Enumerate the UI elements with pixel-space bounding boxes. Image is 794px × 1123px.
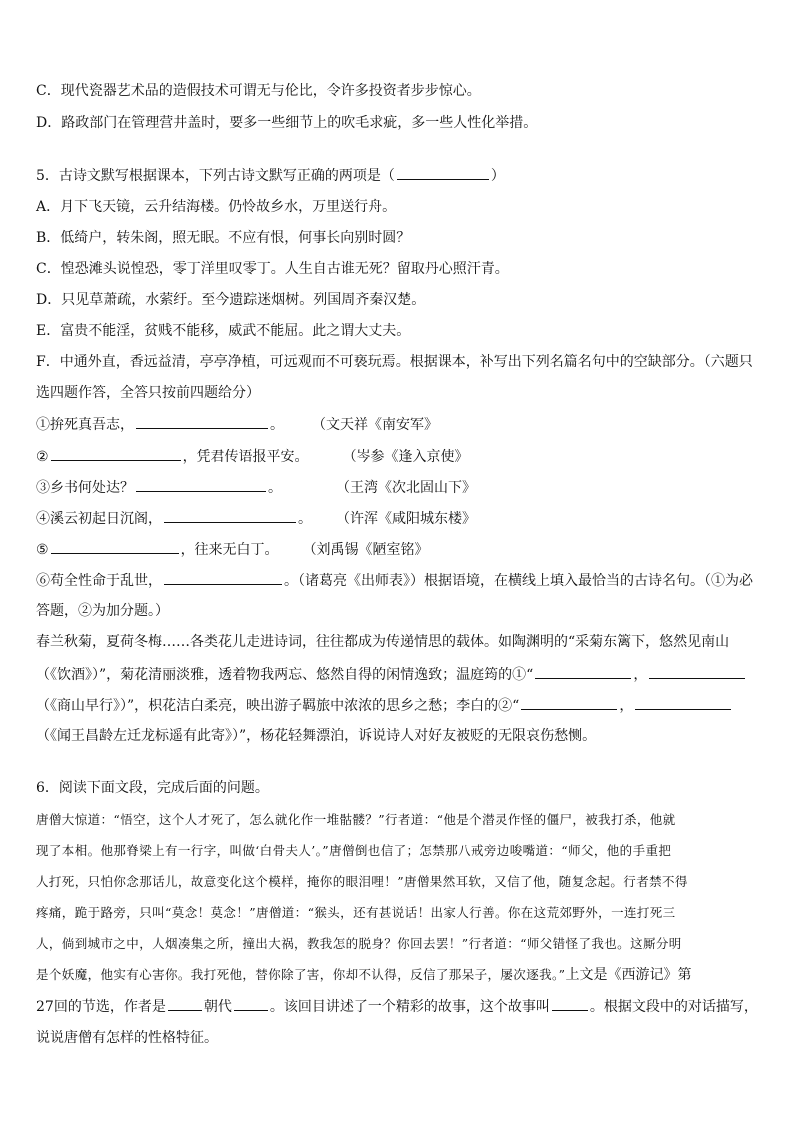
q6-text: 。根据文段中的对话描写， xyxy=(589,999,758,1015)
q5-stem-close: ） xyxy=(490,168,505,184)
answer-blank[interactable] xyxy=(136,477,266,492)
q6-text: 27回的节选，作者是 xyxy=(36,999,166,1015)
fill-text-before: ④溪云初起日沉阁， xyxy=(36,511,162,527)
q5-option-a: A．月下飞天镜，云升结海楼。仍怜故乡水，万里送行舟。 xyxy=(36,199,397,215)
q4-option-c: C．现代瓷器艺术品的造假技术可谓无与伦比，令许多投资者步步惊心。 xyxy=(36,83,481,99)
fill-text-after: 。 xyxy=(298,511,312,527)
fill-text-after: 。 xyxy=(268,480,282,496)
q5-stem xyxy=(36,165,766,186)
q5-option-c: C．惶恐滩头说惶恐，零丁洋里叹零丁。人生自古谁无死？留取丹心照汗青。 xyxy=(36,261,509,277)
answer-blank[interactable] xyxy=(234,996,268,1011)
flowers-line1: 春兰秋菊，夏荷冬梅……各类花儿走进诗词，往往都成为传递情思的载体。如陶渊明的“采菊东篱下，悠然见南山 xyxy=(36,634,730,650)
fill-item-1 xyxy=(36,414,766,435)
fill-item-5 xyxy=(36,539,766,560)
fill-source: （岑参《逢入京使》 xyxy=(342,449,469,465)
flowers-line2 xyxy=(36,664,766,685)
fill-text-before: ② xyxy=(36,449,49,465)
fill-source: （王湾《次北固山下》 xyxy=(336,480,476,496)
answer-blank[interactable] xyxy=(164,570,282,585)
fill-item-4 xyxy=(36,508,766,529)
passage-line: 唐僧大惊道：“悟空，这个人才死了，怎么就化作一堆骷髅？”行者道：“他是个潜灵作怪的僵尸，被我打杀，他就 xyxy=(36,812,676,827)
answer-blank[interactable] xyxy=(164,508,296,523)
q5-option-d: D．只见草萧疏，水萦纡。至今遗踪迷烟树。列国周齐秦汉楚。 xyxy=(36,292,426,308)
passage-line-last xyxy=(36,965,766,985)
answer-blank[interactable] xyxy=(635,695,731,710)
q5-option-e: E．富贵不能淫，贫贱不能移，威武不能屈。此之谓大丈夫。 xyxy=(36,323,411,339)
answer-blank[interactable] xyxy=(649,664,745,679)
answer-blank[interactable] xyxy=(51,446,181,461)
q5-option-f-line1: F．中通外直，香远益清，亭亭净植，可远观而不可亵玩焉。根据课本，补写出下列名篇名句中的空缺部分。（六题只 xyxy=(36,354,753,370)
q5-stem-text: 5．古诗文默写根据课本，下列古诗文默写正确的两项是（ xyxy=(36,168,395,184)
fill-source: （文天祥《南安军》 xyxy=(312,417,438,433)
q5-option-b: B．低绮户，转朱阁，照无眠。不应有恨，何事长向别时圆？ xyxy=(36,230,411,246)
flowers-line3 xyxy=(36,695,766,716)
answer-blank[interactable] xyxy=(397,165,489,180)
passage-line: 现了本相。他那脊梁上有一行字，叫做‘白骨夫人’。”唐僧倒也信了；怎禁那八戒旁边唆嘴道：“师父，他的手重把 xyxy=(36,843,672,858)
q6-question-line1 xyxy=(36,996,766,1017)
flowers-line4: （《闻王昌龄左迁龙标遥有此寄》）”，杨花轻舞漂泊，诉说诗人对好友被贬的无限哀伤愁恻。 xyxy=(36,728,597,744)
fill-item-6 xyxy=(36,570,766,591)
passage-line: 人打死，只怕你念那话儿，故意变化这个模样，掩你的眼泪哩！”唐僧果然耳软，又信了他，随复念起。行者禁不得 xyxy=(36,874,688,889)
q6-question-line2: 说说唐僧有怎样的性格特征。 xyxy=(36,1030,218,1046)
passage-line: 人，倘到城市之中，人烟凑集之所，撞出大祸，教我怎的脱身？你回去罢！”行者道：“师父错怪了我也。这厮分明 xyxy=(36,936,682,951)
fill-text-after: ，往来无白丁。 xyxy=(180,542,279,558)
q6-title: 6．阅读下面文段，完成后面的问题。 xyxy=(36,780,269,796)
q4-option-d: D．路政部门在管理营井盖时，要多一些细节上的吹毛求疵，多一些人性化举措。 xyxy=(36,115,538,131)
fill-item-3 xyxy=(36,477,766,498)
flowers-text: （《商山早行》）”，枳花洁白柔亮，映出游子羁旅中浓浓的思乡之愁；李白的②“ xyxy=(36,698,520,714)
answer-blank[interactable] xyxy=(521,695,617,710)
fill-item-6-line2: 答题，②为加分题。） xyxy=(36,603,169,619)
answer-blank[interactable] xyxy=(51,539,179,554)
fill-text-before: ③乡书何处达？ xyxy=(36,480,134,496)
fill-text-before: ⑤ xyxy=(36,542,49,558)
passage-line: 疼痛，跪于路旁，只叫“莫念！莫念！”唐僧道：“猴头，还有甚说话！出家人行善。你在这荒郊野外，一连打死三 xyxy=(36,905,676,920)
passage-text: 是个妖魔，他实有心害你。我打死他，替你除了害，你却不认得，反信了那呆子，屡次逐我。” xyxy=(36,967,566,982)
fill-source: （许浑《咸阳城东楼》 xyxy=(336,511,476,527)
answer-blank[interactable] xyxy=(552,996,588,1011)
flowers-comma: ， xyxy=(619,698,634,714)
answer-blank[interactable] xyxy=(136,414,268,429)
fill-text-before: ①拚死真吾志， xyxy=(36,417,134,433)
fill-text-after: ，凭君传语报平安。 xyxy=(182,449,309,465)
fill-text-after: 。 xyxy=(270,417,284,433)
answer-blank[interactable] xyxy=(168,996,202,1011)
flowers-comma: ， xyxy=(633,667,648,683)
q6-text: 朝代 xyxy=(203,999,232,1015)
q6-text: 。该回目讲述了一个精彩的故事，这个故事叫 xyxy=(269,999,550,1015)
passage-tail: 上文是《西游记》第 xyxy=(565,967,692,983)
q5-option-f-line2: 选四题作答，全答只按前四题给分） xyxy=(36,385,260,401)
flowers-text: （《饮酒》）”，菊花清丽淡雅，透着物我两忘、悠然自得的闲情逸致；温庭筠的①“ xyxy=(36,667,534,683)
fill-item-2 xyxy=(36,446,766,467)
fill-text-after: 。（诸葛亮《出师表》）根据语境，在横线上填入最恰当的古诗名句。（①为必 xyxy=(284,573,753,589)
fill-text-before: ⑥苟全性命于乱世， xyxy=(36,573,162,589)
fill-source: （刘禹锡《陋室铭》 xyxy=(302,542,429,558)
answer-blank[interactable] xyxy=(535,664,631,679)
